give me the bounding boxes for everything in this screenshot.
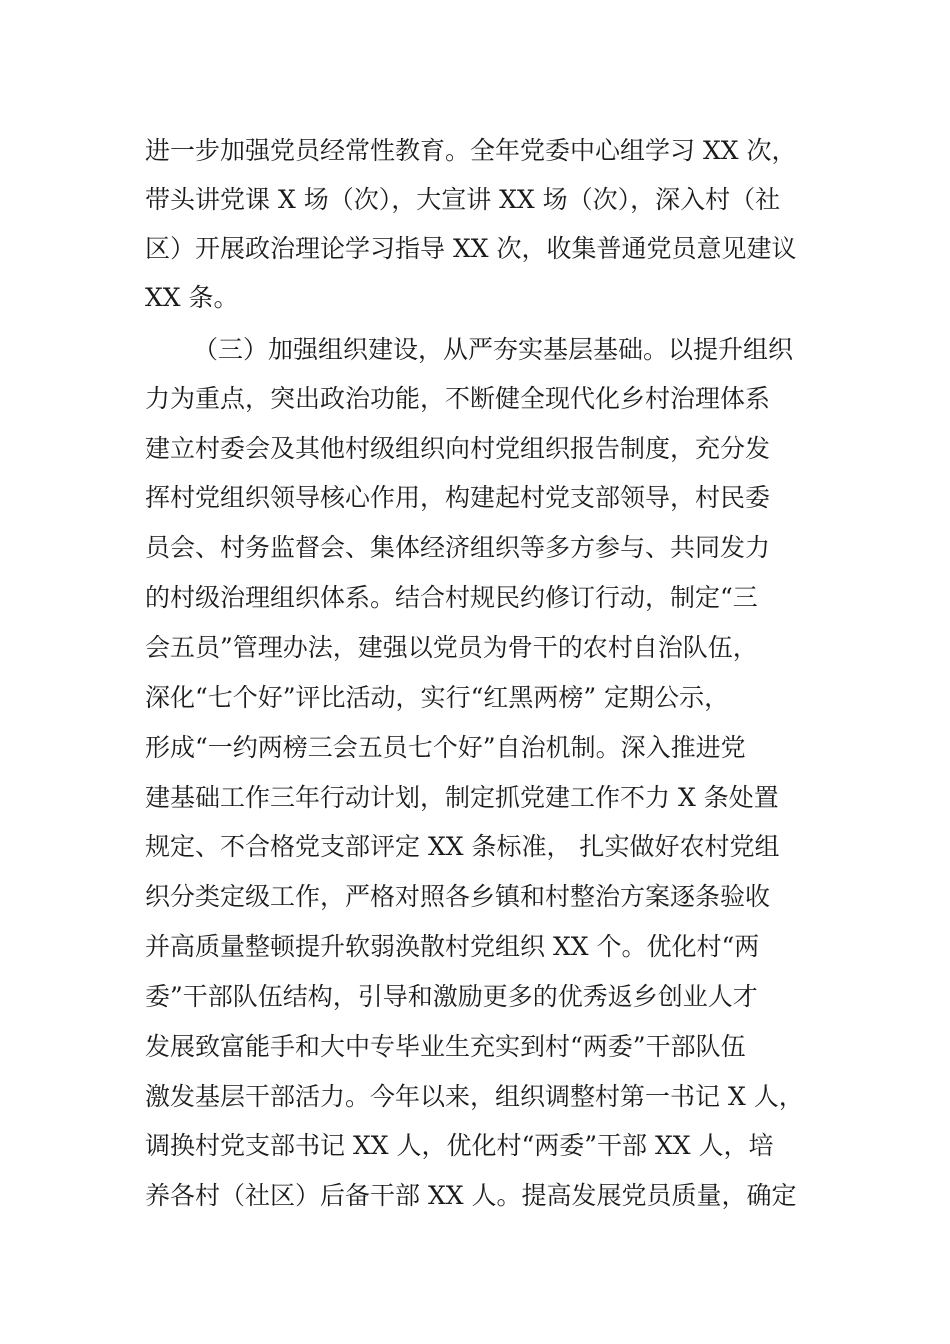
text-line: 激发基层干部活力。今年以来，组织调整村第一书记 X 人， [145,1082,804,1111]
text-line: 建立村委会及其他村级组织向村党组织报告制度，充分发 [145,434,771,463]
text-line: 形成“一约两榜三会五员七个好”自治机制。深入推进党 [145,733,746,762]
text-line: 员会、村务监督会、集体经济组织等多方参与、共同发力 [145,533,771,562]
text-line: 区）开展政治理论学习指导 XX 次，收集普通党员意见建议 [145,234,797,263]
text-line: 并高质量整顿提升软弱涣散村党组织 XX 个。优化村“两 [145,932,760,961]
section-heading-line: （三）加强组织建设，从严夯实基层基础。以提升组织 [193,335,794,364]
text-line: 的村级治理组织体系。结合村规民约修订行动，制定“三 [145,583,758,612]
text-line: 带头讲党课 X 场（次），大宣讲 XX 场（次），深入村（社 [145,185,781,214]
text-line: 发展致富能手和大中专毕业生充实到村“两委”干部队伍 [145,1032,746,1061]
text-line: XX 条。 [145,283,239,312]
text-line: 委”干部队伍结构，引导和激励更多的优秀返乡创业人才 [145,982,758,1011]
text-line: 会五员”管理办法，建强以党员为骨干的农村自治队伍， [145,633,758,662]
text-line: 调换村党支部书记 XX 人，优化村“两委”干部 XX 人，培 [145,1131,774,1160]
text-line: 进一步加强党员经常性教育。全年党委中心组学习 XX 次， [145,136,797,165]
text-line: 挥村党组织领导核心作用，构建起村党支部领导，村民委 [145,483,771,512]
text-line: 织分类定级工作，严格对照各乡镇和村整治方案逐条验收 [145,882,771,911]
text-line: 力为重点，突出政治功能，不断健全现代化乡村治理体系 [145,384,771,413]
text-line: 深化“七个好”评比活动，实行“红黑两榜” 定期公示， [145,683,730,712]
text-line: 规定、不合格党支部评定 XX 条标准， 扎实做好农村党组 [145,832,780,861]
text-line: 养各村（社区）后备干部 XX 人。提高发展党员质量，确定 [145,1181,797,1210]
text-line: 建基础工作三年行动计划，制定抓党建工作不力 X 条处置 [145,783,779,812]
